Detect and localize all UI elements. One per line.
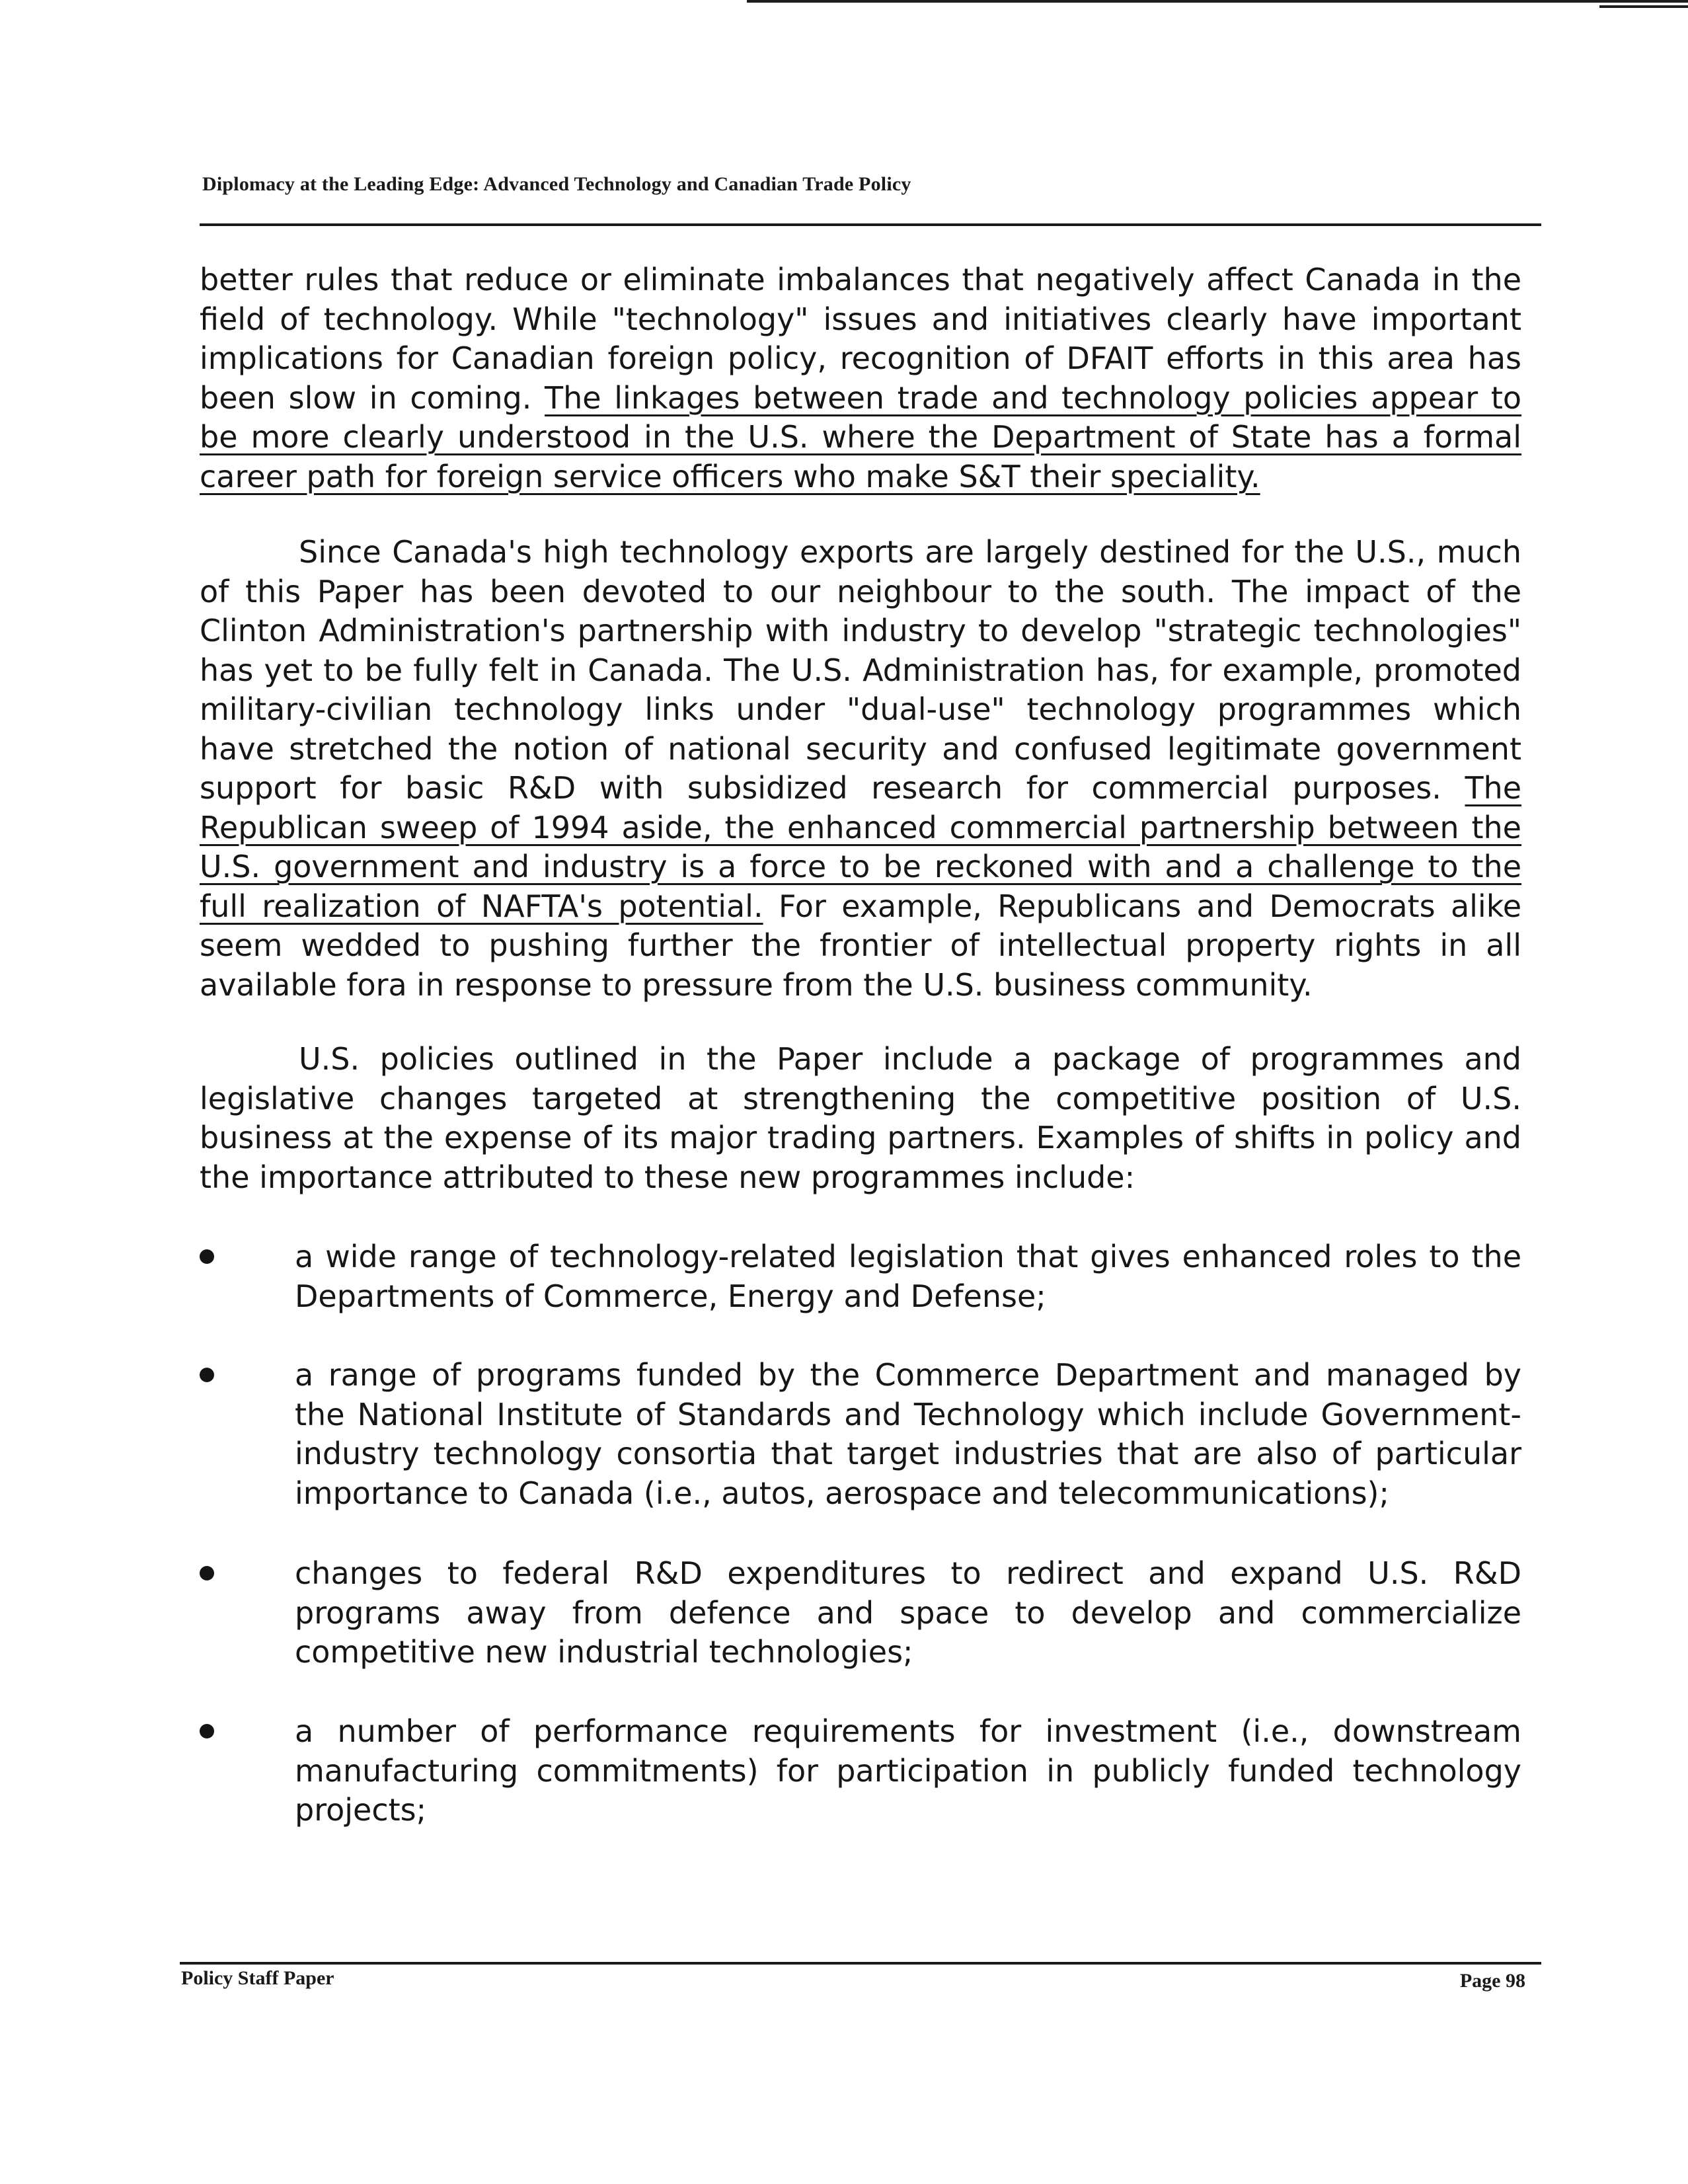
- scan-line-top-right: [1599, 5, 1688, 8]
- bullet-dot-icon: [200, 1249, 214, 1264]
- paragraph-2-text: Since Canada's high technology exports are largely destined for the U.S., much of this Paper has been devoted to our neighbour to the south. The impact of the Clinton Administration's partnership with industry to develop "strategic technologies" has yet to be fully felt in Canada. The U.S. Administration has, for example, promoted military-civilian technology links under "dual-use" technology programmes which have stretched the notion of national security and confused legitimate government support for basic R&D with subsidized research for commercial purposes.: [200, 534, 1521, 806]
- bullet-dot-icon: [200, 1368, 214, 1382]
- bullet-item-text: a range of programs funded by the Commerce Department and managed by the National Institute of Standards and Technology which include Government-industry technology consortia that target industries that are also of particular importance to Canada (i.e., autos, aerospace and telecommunications);: [295, 1357, 1521, 1511]
- running-header: Diplomacy at the Leading Edge: Advanced Technology and Canadian Trade Policy: [202, 173, 911, 195]
- paragraph-3-text: U.S. policies outlined in the Paper include a package of programmes and legislative changes targeted at strengthening the competitive position of U.S. business at the expense of its major trading partners. Examples of shifts in policy and the importance attributed to these new programmes include:: [200, 1041, 1521, 1195]
- paragraph-1: [200, 260, 1521, 496]
- footer-page-number: Page 98: [1459, 1970, 1525, 1992]
- bullet-item-text: a number of performance requirements for investment (i.e., downstream manufacturing commitments) for participation in publicly funded technology projects;: [295, 1713, 1521, 1828]
- paragraph-2: [200, 533, 1521, 1005]
- paragraph-2-text-after: For example, Republicans and Democrats alike seem wedded to pushing further the frontier of intellectual property rights in all available fora in response to pressure from the U.S. business community.: [200, 888, 1521, 1003]
- paragraph-1-underlined-text: The linkages between trade and technology policies appear to be more clearly understood in the U.S. where the Department of State has a formal career path for foreign service officers who make S&T their speciality.: [200, 379, 1521, 494]
- paragraph-3: [200, 1040, 1521, 1197]
- header-rule: [200, 223, 1541, 226]
- scan-line-top: [747, 0, 1688, 3]
- paragraph-2-underlined-text: The Republican sweep of 1994 aside, the enhanced commercial partnership between the U.S. government and industry is a force to be reckoned with and a challenge to the full realization of NAFTA's potential.: [200, 770, 1521, 924]
- footer-document-type: Policy Staff Paper: [181, 1967, 334, 1989]
- bullet-item-text: changes to federal R&D expenditures to redirect and expand U.S. R&D programs away from defence and space to develop and commercialize competitive new industrial technologies;: [295, 1555, 1521, 1670]
- bullet-dot-icon: [200, 1566, 214, 1580]
- bullet-dot-icon: [200, 1724, 214, 1738]
- bullet-item-text: a wide range of technology-related legislation that gives enhanced roles to the Departments of Commerce, Energy and Defense;: [295, 1239, 1521, 1314]
- paragraph-1-text: better rules that reduce or eliminate imbalances that negatively affect Canada in the field of technology. While "technology" issues and initiatives clearly have important implications for Canadian foreign policy, recognition of DFAIT efforts in this area has been slow in coming.: [200, 262, 1521, 416]
- footer-rule: [180, 1962, 1541, 1965]
